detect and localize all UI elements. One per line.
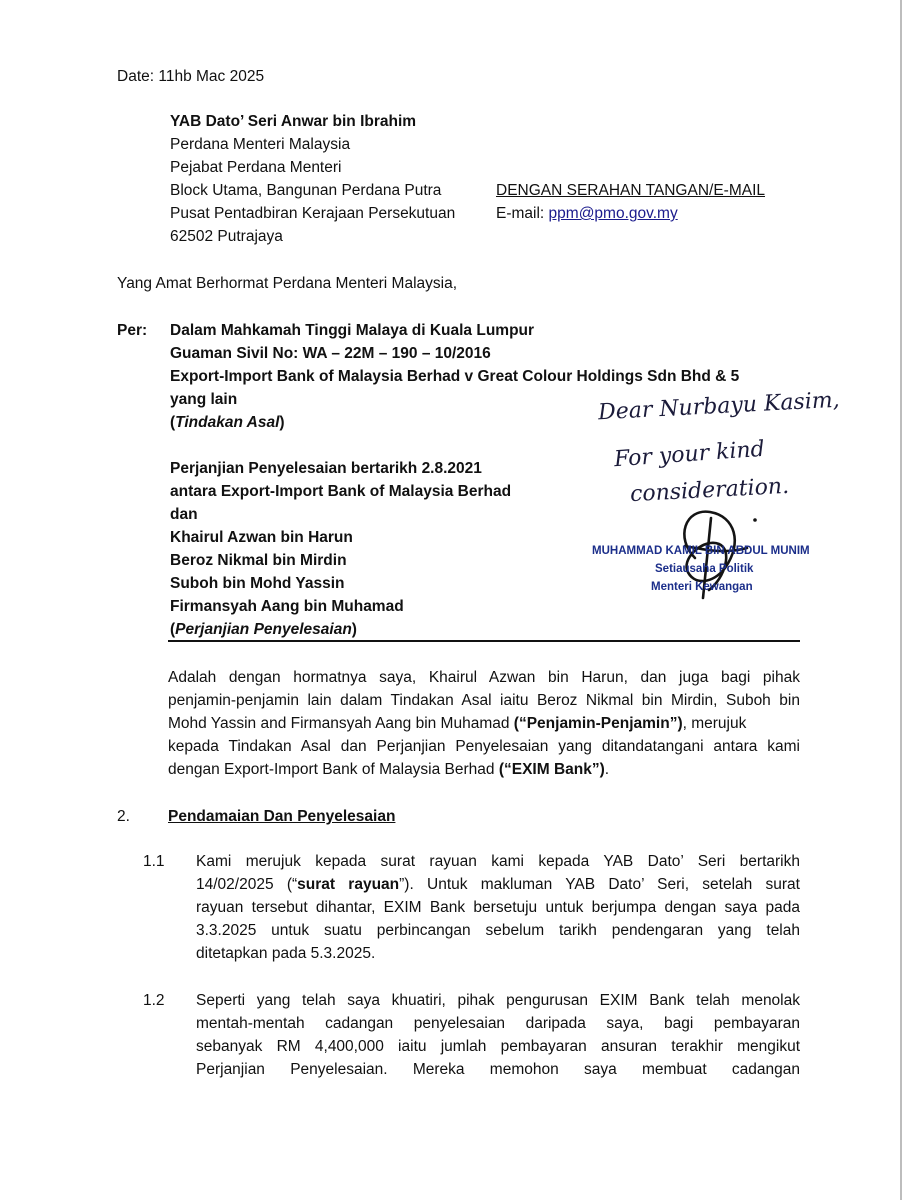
per-parties-cont: yang lain: [170, 391, 238, 408]
intro-line: dengan Export-Import Bank of Malaysia Berhad (“EXIM Bank”).: [168, 761, 610, 778]
recipient-line: Block Utama, Bangunan Perdana Putra: [170, 182, 442, 199]
paragraph-line: Seperti yang telah saya khuatiri, pihak pengurusan EXIM Bank telah menolak: [196, 992, 800, 1009]
stamp-name: MUHAMMAD KAMIL BIN ABDUL MUNIM: [592, 545, 810, 557]
agreement-line: Perjanjian Penyelesaian bertarikh 2.8.2021: [170, 460, 482, 477]
delivery-method: DENGAN SERAHAN TANGAN/E-MAIL: [496, 182, 766, 199]
recipient-name: YAB Dato’ Seri Anwar bin Ibrahim: [170, 113, 417, 130]
intro-line: kepada Tindakan Asal dan Perjanjian Penyelesaian yang ditandatangani antara kami: [168, 738, 800, 755]
recipient-line: Pejabat Perdana Menteri: [170, 159, 342, 176]
paragraph-line: 3.3.2025 untuk suatu perbincangan sebelum tarikh pendengaran yang telah: [196, 922, 800, 939]
paragraph-number: 1.2: [143, 992, 165, 1009]
per-label: Per:: [117, 322, 148, 339]
agreement-line: antara Export-Import Bank of Malaysia Berhad: [170, 483, 512, 500]
divider-rule: [168, 640, 800, 642]
letter-date: Date: 11hb Mac 2025: [117, 68, 265, 85]
tindakan-asal-term: Tindakan Asal: [175, 414, 280, 431]
defined-term-penjamin: (“Penjamin-Penjamin”): [513, 715, 683, 732]
paragraph-line: Kami merujuk kepada surat rayuan kami kepada YAB Dato’ Seri bertarikh: [196, 853, 800, 870]
paragraph-line: Perjanjian Penyelesaian. Mereka memohon saya membuat cadangan: [196, 1061, 800, 1078]
email-label: E-mail:: [496, 205, 549, 222]
stamp-office: Menteri Kewangan: [651, 581, 753, 593]
delivery-email-line: [496, 202, 678, 225]
handwritten-note-line: For your kind: [613, 436, 766, 473]
perjanjian-term: Perjanjian Penyelesaian: [175, 621, 352, 638]
page-edge: [900, 0, 902, 1200]
agreement-party: Firmansyah Aang bin Muhamad: [170, 598, 404, 615]
handwritten-note-line: consideration.: [629, 473, 790, 508]
intro-line: Mohd Yassin and Firmansyah Aang bin Muhamad (“Penjamin-Penjamin”), merujuk: [168, 715, 747, 732]
salutation: Yang Amat Berhormat Perdana Menteri Malaysia,: [117, 275, 458, 292]
recipient-line: Perdana Menteri Malaysia: [170, 136, 351, 153]
handwritten-note-line: Dear Nurbayu Kasim,: [597, 387, 841, 426]
stamp-title: Setiausaha Politik: [655, 563, 754, 575]
agreement-party: Suboh bin Mohd Yassin: [170, 575, 345, 592]
intro-line: penjamin-penjamin lain dalam Tindakan Asal iaitu Beroz Nikmal bin Mirdin, Suboh bin: [168, 692, 800, 709]
defined-term-surat-rayuan: surat rayuan: [297, 876, 400, 893]
section-number: 2.: [117, 808, 130, 825]
per-tindakan-asal: (Tindakan Asal): [170, 414, 285, 431]
per-case-number: Guaman Sivil No: WA – 22M – 190 – 10/2016: [170, 345, 491, 362]
recipient-line: Pusat Pentadbiran Kerajaan Persekutuan: [170, 205, 456, 222]
agreement-term: (Perjanjian Penyelesaian): [170, 621, 357, 638]
paragraph-line: mentah-mentah cadangan penyelesaian daripada saya, bagi pembayaran: [196, 1015, 800, 1032]
email-link[interactable]: ppm@pmo.gov.my: [548, 205, 678, 222]
agreement-party: Beroz Nikmal bin Mirdin: [170, 552, 347, 569]
paragraph-line: sebanyak RM 4,400,000 iaitu jumlah pembayaran ansuran terakhir mengikut: [196, 1038, 800, 1055]
per-court: Dalam Mahkamah Tinggi Malaya di Kuala Lumpur: [170, 322, 535, 339]
agreement-party: Khairul Azwan bin Harun: [170, 529, 353, 546]
per-parties: Export-Import Bank of Malaysia Berhad v Great Colour Holdings Sdn Bhd & 5: [170, 368, 740, 385]
paragraph-line: rayuan tersebut dihantar, EXIM Bank bersetuju untuk berjumpa dengan saya pada: [196, 899, 800, 916]
intro-line: Adalah dengan hormatnya saya, Khairul Azwan bin Harun, dan juga bagi pihak: [168, 669, 800, 686]
defined-term-exim: (“EXIM Bank”): [498, 761, 605, 778]
recipient-line: 62502 Putrajaya: [170, 228, 283, 245]
paragraph-line: ditetapkan pada 5.3.2025.: [196, 945, 376, 962]
paragraph-number: 1.1: [143, 853, 165, 870]
agreement-line: dan: [170, 506, 198, 523]
section-title: Pendamaian Dan Penyelesaian: [168, 808, 396, 825]
paragraph-line: 14/02/2025 (“surat rayuan”). Untuk makluman YAB Dato’ Seri, setelah surat: [196, 876, 800, 893]
